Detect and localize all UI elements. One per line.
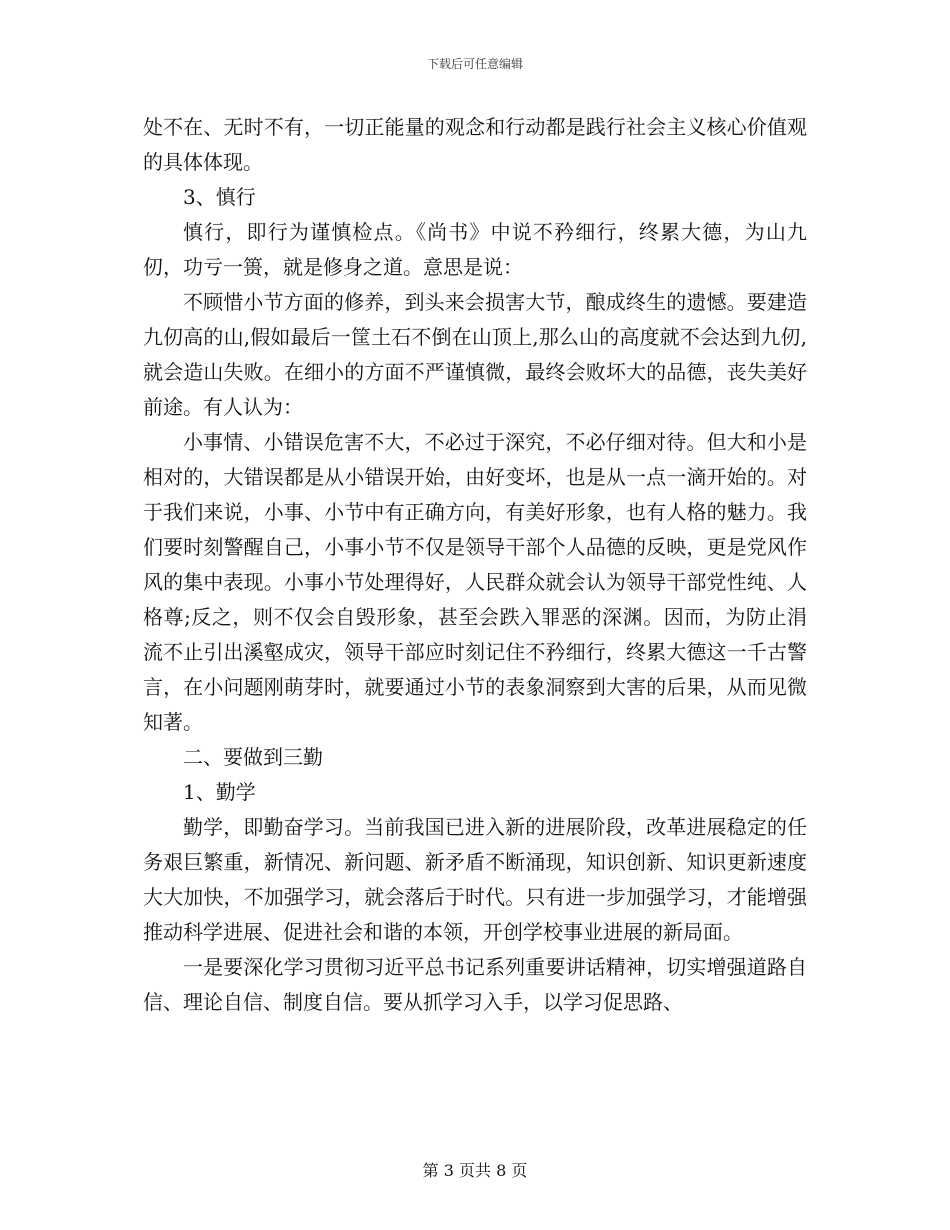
section-heading: 1、勤学: [183, 780, 256, 804]
paragraph: 勤学，即勤奋学习。当前我国已进入新的进展阶段，改革进展稳定的任务艰巨繁重，新情况、新问题、新矛盾不断涌现，知识创新、知识更新速度大大加快，不加强学习，就会落后于时代。只有进一步加强学习，才能增强推动科学进展、促进社会和谐的本领，开创学校事业进展的新局面。: [143, 815, 807, 944]
section-heading: 3、慎行: [183, 185, 256, 209]
paragraph: 慎行，即行为谨慎检点。《尚书》中说不矜细行，终累大德，为山九仞，功亏一篑，就是修身之道。意思是说：: [143, 220, 807, 279]
paragraph: 一是要深化学习贯彻习近平总书记系列重要讲话精神，切实增强道路自信、理论自信、制度自信。要从抓学习入手，以学习促思路、: [143, 955, 807, 1014]
paragraph: 小事情、小错误危害不大，不必过于深究，不必仔细对待。但大和小是相对的，大错误都是从小错误开始，由好变坏，也是从一点一滴开始的。对于我们来说，小事、小节中有正确方向，有美好形象，也有人格的魅力。我们要时刻警醒自己，小事小节不仅是领导干部个人品德的反映，更是党风作风的集中表现。小事小节处理得好，人民群众就会认为领导干部党性纯、人格尊;反之，则不仅会自毁形象，甚至会跌入罪恶的深渊。因而，为防止涓流不止引出溪壑成灾，领导干部应时刻记住不矜细行，终累大德这一千古警言，在小问题刚萌芽时，就要通过小节的表象洞察到大害的后果，从而见微知著。: [143, 430, 807, 734]
document-body: [143, 110, 807, 1020]
page-header: 下载后可任意编辑: [426, 57, 523, 71]
page-footer: 第 3 页共 8 页: [422, 1161, 528, 1180]
section-heading: 二、要做到三勤: [183, 745, 323, 769]
paragraph: 处不在、无时不有，一切正能量的观念和行动都是践行社会主义核心价值观的具体体现。: [143, 115, 807, 174]
paragraph: 不顾惜小节方面的修养，到头来会损害大节，酿成终生的遗憾。要建造九仞高的山,假如最后一筐土石不倒在山顶上,那么山的高度就不会达到九仞,就会造山失败。在细小的方面不严谨慎微，最终会败坏大的品德，丧失美好前途。有人认为：: [143, 290, 807, 419]
